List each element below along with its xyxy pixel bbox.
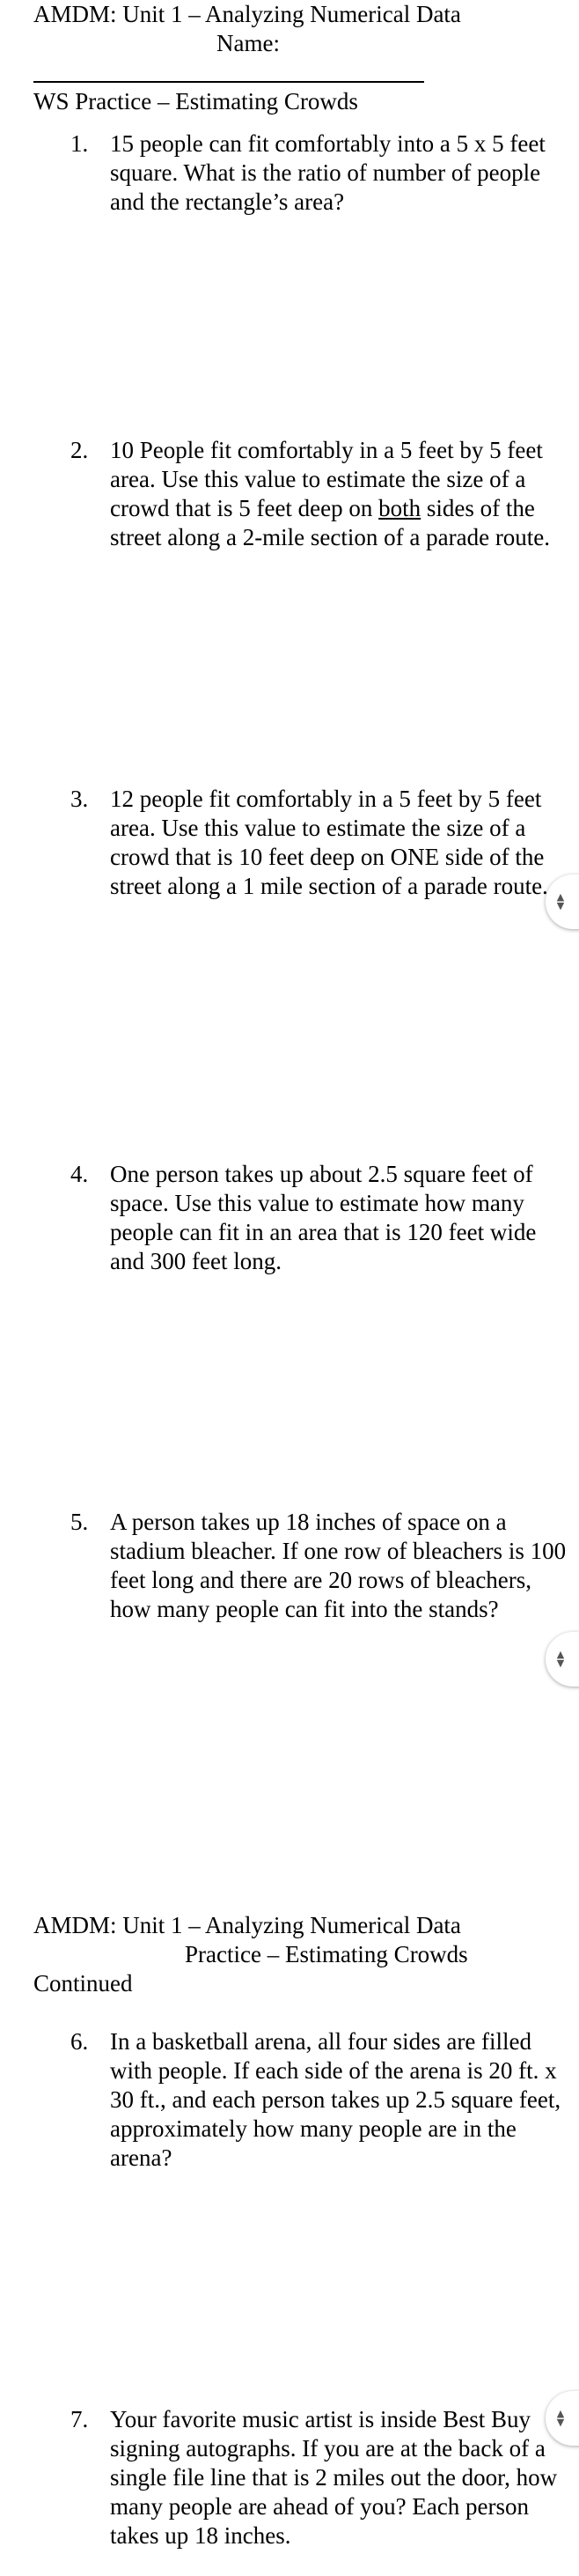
question-number: 1. xyxy=(70,130,89,157)
continued-subtitle: Practice – Estimating Crowds xyxy=(185,1941,468,1967)
page-scroll-button[interactable] xyxy=(546,1632,579,1687)
question-number: 3. xyxy=(70,786,89,812)
question-text: Your favorite music artist is inside Best Buy signing autographs. If you are at the back of a single file line that is 2 miles out the door, how many people are ahead of you? Each person takes up 18 inches. xyxy=(110,2406,558,2549)
question-text: A person takes up 18 inches of space on a stadium bleacher. If one row of bleachers is 100 feet long and there are 20 rows of bleachers, how many people can fit into the stands? xyxy=(110,1509,567,1622)
question-number: 5. xyxy=(70,1509,89,1535)
question-number: 2. xyxy=(70,437,89,463)
up-down-chevron-icon: ▼ xyxy=(556,900,565,912)
question-text-part: sides of the street along a 2-mile section of a parade route. xyxy=(110,495,551,550)
up-down-chevron-icon: ▼ xyxy=(556,1657,565,1669)
question-text xyxy=(110,436,568,552)
continued-title: AMDM: Unit 1 – Analyzing Numerical Data xyxy=(33,1912,461,1938)
header-title: AMDM: Unit 1 – Analyzing Numerical Data xyxy=(33,1,461,27)
question-text: 12 people fit comfortably in a 5 feet by 5 feet area. Use this value to estimate the size of a crowd that is 10 feet deep on ONE side of the street along a 1 mile section of a parade route. xyxy=(110,786,548,899)
up-down-chevron-icon: ▼ xyxy=(556,2417,565,2428)
up-down-chevron-icon: ▲ xyxy=(556,1649,565,1660)
name-underline xyxy=(33,81,424,83)
question-text-part: 10 People fit comfortably in a 5 feet by 5 feet area. Use this value to estimate the size of a crowd that is 5 feet deep on xyxy=(110,437,543,521)
worksheet-title: WS Practice – Estimating Crowds xyxy=(33,88,358,114)
underlined-word: both xyxy=(378,495,421,521)
question-text: One person takes up about 2.5 square feet of space. Use this value to estimate how many people can fit in an area that is 120 feet wide and 300 feet long. xyxy=(110,1161,537,1274)
continued-label: Continued xyxy=(33,1970,133,1997)
question-number: 4. xyxy=(70,1161,89,1187)
question-number: 6. xyxy=(70,2028,89,2055)
up-down-chevron-icon: ▲ xyxy=(556,2408,565,2419)
name-label: Name: xyxy=(216,30,280,56)
question-text: 15 people can fit comfortably into a 5 x 5 feet square. What is the ratio of number of people and the rectangle’s area? xyxy=(110,130,546,215)
question-number: 7. xyxy=(70,2406,89,2432)
question-text: In a basketball arena, all four sides are filled with people. If each side of the arena is 20 ft. x 30 ft., and each person takes up 2.5 square feet, approximately how many people are in the arena? xyxy=(110,2028,561,2171)
up-down-chevron-icon: ▲ xyxy=(556,891,565,903)
